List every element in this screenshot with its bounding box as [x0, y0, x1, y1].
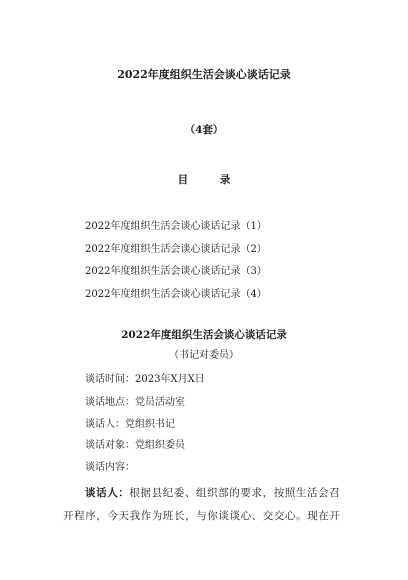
toc-heading: 目 录 [177, 174, 245, 186]
set-count: （4套） [184, 124, 224, 136]
meta-place: 谈话地点：党员活动室 [85, 397, 185, 408]
meta-target: 谈话对象：党组织委员 [85, 440, 185, 451]
document-title: 2022年度组织生活会谈心谈话记录 [117, 68, 291, 81]
body-paragraph-line: 开程序，今天我作为班长，与你谈谈心、交交心。现在开 [63, 510, 341, 522]
toc-item: 2022年度组织生活会谈心谈话记录（3） [85, 266, 267, 277]
body-lead: 谈话人： [85, 487, 130, 499]
section-title: 2022年度组织生活会谈心谈话记录 [121, 329, 287, 341]
toc-item: 2022年度组织生活会谈心谈话记录（2） [85, 244, 267, 255]
body-text: 根据县纪委、组织部的要求，按照生活会召 [129, 487, 341, 499]
section-subtitle: （书记对委员） [169, 350, 239, 361]
toc-item: 2022年度组织生活会谈心谈话记录（1） [85, 221, 267, 232]
meta-speaker: 谈话人：党组织书记 [85, 419, 175, 430]
meta-content-label: 谈话内容： [85, 462, 135, 473]
toc-item: 2022年度组织生活会谈心谈话记录（4） [85, 289, 267, 300]
meta-time: 谈话时间：2023年X月X日 [85, 374, 205, 385]
body-paragraph-line [85, 486, 340, 500]
